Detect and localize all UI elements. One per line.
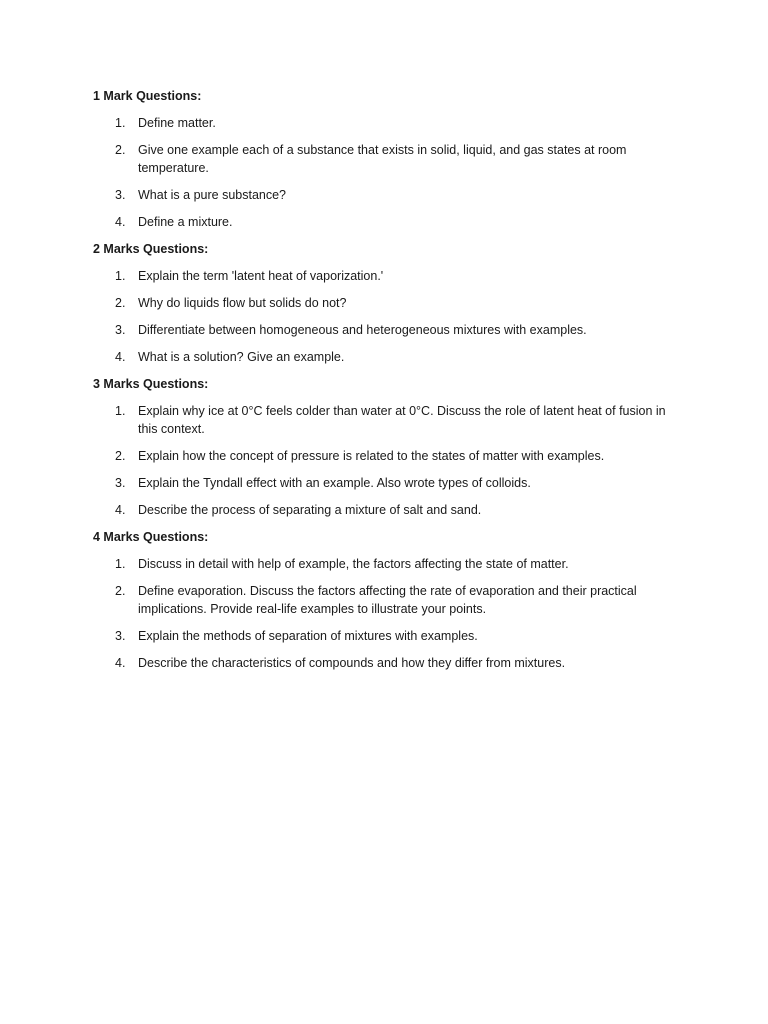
question-number: 1. [115,269,126,283]
question-item [93,474,683,492]
question-list [93,402,683,519]
question-number: 1. [115,404,126,418]
question-number: 3. [115,476,126,490]
question-number: 1. [115,557,126,571]
question-number: 3. [115,323,126,337]
section-heading: 2 Marks Questions: [93,242,209,256]
section-3-marks [93,375,683,519]
question-item [93,402,683,438]
section-4-marks [93,528,683,672]
question-item [93,141,683,177]
question-sheet [93,87,683,681]
question-item [93,213,683,231]
question-number: 2. [115,143,126,157]
question-text: Explain why ice at 0°C feels colder than water at 0°C. Discuss the role of latent heat of fusion in this context. [138,404,666,436]
question-number: 4. [115,215,126,229]
question-number: 2. [115,584,126,598]
question-text: Describe the process of separating a mixture of salt and sand. [138,503,482,517]
question-number: 4. [115,656,126,670]
question-text: Differentiate between homogeneous and heterogeneous mixtures with examples. [138,323,587,337]
question-list [93,267,683,366]
question-item [93,654,683,672]
question-number: 3. [115,629,126,643]
question-list [93,555,683,672]
section-2-marks [93,240,683,366]
question-number: 2. [115,449,126,463]
question-item [93,447,683,465]
question-number: 1. [115,116,126,130]
question-text: Define matter. [138,116,216,130]
section-heading: 3 Marks Questions: [93,377,209,391]
question-text: Explain how the concept of pressure is related to the states of matter with examples. [138,449,605,463]
question-text: Explain the Tyndall effect with an example. Also wrote types of colloids. [138,476,531,490]
question-number: 2. [115,296,126,310]
question-text: Discuss in detail with help of example, the factors affecting the state of matter. [138,557,569,571]
question-text: What is a solution? Give an example. [138,350,345,364]
section-heading: 4 Marks Questions: [93,530,209,544]
question-text: What is a pure substance? [138,188,286,202]
question-item [93,501,683,519]
question-text: Explain the methods of separation of mixtures with examples. [138,629,478,643]
question-text: Define a mixture. [138,215,233,229]
question-item [93,294,683,312]
question-item [93,321,683,339]
question-number: 3. [115,188,126,202]
section-1-mark [93,87,683,231]
question-text: Define evaporation. Discuss the factors affecting the rate of evaporation and their practical implications. Provide real-life examples to illustrate your points. [138,584,637,616]
question-item [93,555,683,573]
question-number: 4. [115,350,126,364]
question-item [93,582,683,618]
question-item [93,348,683,366]
question-item [93,186,683,204]
question-item [93,627,683,645]
question-item [93,267,683,285]
question-text: Describe the characteristics of compounds and how they differ from mixtures. [138,656,566,670]
question-item [93,114,683,132]
question-text: Explain the term 'latent heat of vaporization.' [138,269,384,283]
question-text: Why do liquids flow but solids do not? [138,296,347,310]
question-list [93,114,683,231]
question-text: Give one example each of a substance that exists in solid, liquid, and gas states at room temperature. [138,143,627,175]
section-heading: 1 Mark Questions: [93,89,202,103]
question-number: 4. [115,503,126,517]
